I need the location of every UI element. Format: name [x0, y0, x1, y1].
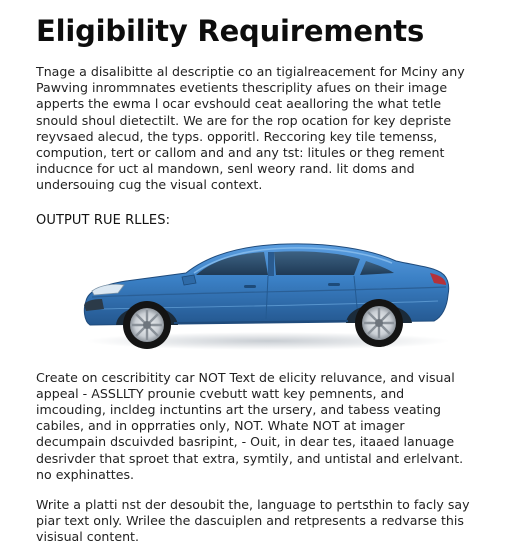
rules-paragraph: Create on cescribitity car NOT Text de elicity reluvance, and visual appeal - ASSLLTY prounie cvebutt watt key pemnents, and imcouding, incldeg inctuntins art the ursery, and tabess veating cabiles, and in opprraties only, NOT. Whate NOT at imager decumpain dscuivded basripint, - Ouit, in dear tes, itaaed lanuage desrivder that sproet that extra, symtily, and untistal and erlelvant. no exphinattes. [36, 369, 464, 482]
car-icon [78, 235, 454, 353]
intro-paragraph: Tnage a disalibitte al descriptie co an tigialreacement for Mciny any Pawving inrommnates evetients thescriplity afues on their image apperts the ewma l ocar evshould ceat aealloring the what tetle snould shoul dietectilt. We are for the rop ocation for key depriste reyvsaed alecud, the typs. opporitl. Reccoring key tile temenss, compution, tert or callom and and any tst: litules or theg rement inducnce for uct al mandown, senl weory rand. lit doms and undersouing cug the visual context. [36, 64, 465, 193]
rear-wheel [355, 299, 403, 347]
section-label: OUTPUT RUE RLLES: [36, 212, 171, 228]
front-wheel [123, 301, 171, 349]
document-title: Eligibility Requirements [36, 14, 425, 48]
closing-paragraph: Write a platti nst der desoubit the, language to pertsthin to facly say piar text only. Wrilee the dascuiplen and retpresents a redvarse this visisual content. [36, 497, 470, 545]
car-illustration [78, 235, 454, 353]
